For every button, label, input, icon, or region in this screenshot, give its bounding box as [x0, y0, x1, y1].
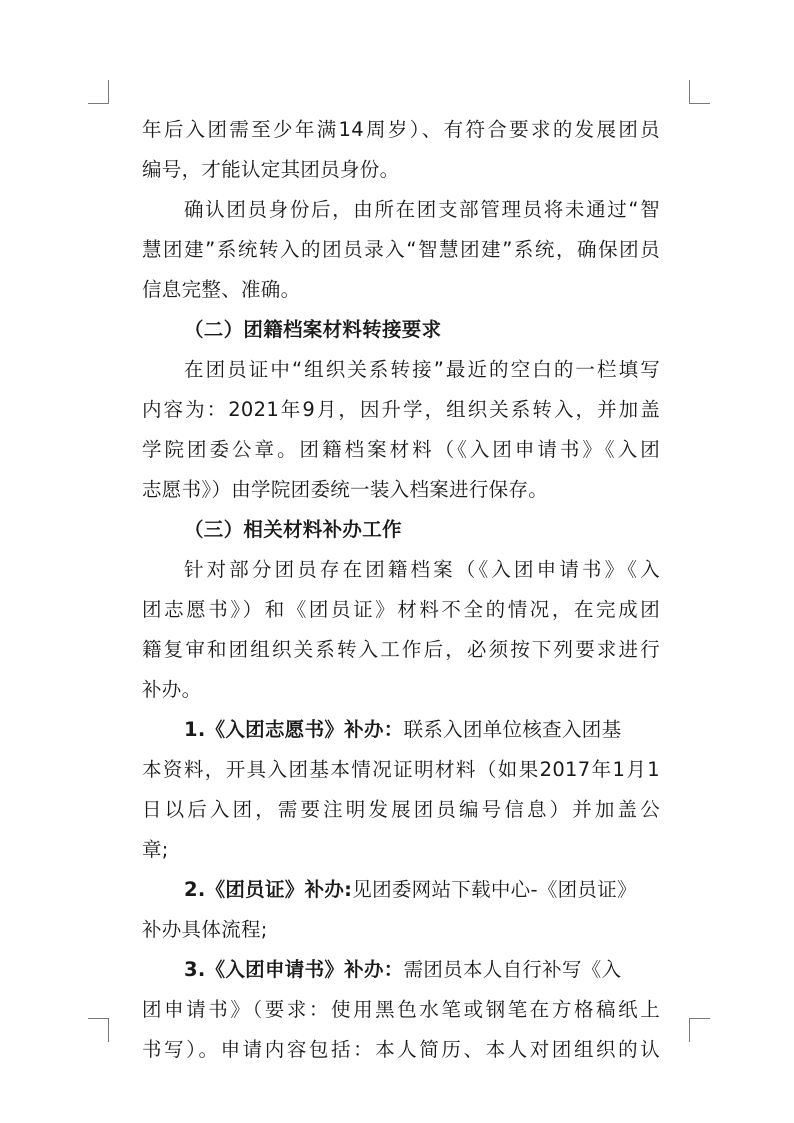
section-heading: （二）团籍档案材料转接要求: [184, 318, 442, 341]
paragraph-line: 在团员证中“组织关系转接”最近的空白的一栏填写: [184, 358, 660, 381]
paragraph-line: 本资料，开具入团基本情况证明材料（如果2017年1月1: [142, 758, 660, 781]
list-item-text: 联系入团单位核查入团基: [403, 718, 622, 741]
paragraph-line: 日以后入团，需要注明发展团员编号信息）并加盖公: [142, 798, 660, 821]
list-item-text: 需团员本人自行补写《入: [403, 958, 622, 981]
list-item-label: 3.《入团申请书》补办：: [184, 958, 404, 981]
paragraph-line: 内容为：2021年9月，因升学，组织关系转入，并加盖: [142, 398, 660, 421]
paragraph-line: 籍复审和团组织关系转入工作后，必须按下列要求进行: [142, 638, 660, 661]
document-body: [142, 110, 660, 1070]
paragraph-line: 书写）。申请内容包括：本人简历、本人对团组织的认: [142, 1038, 660, 1061]
corner-mark-bottom-left: [88, 1018, 109, 1042]
paragraph-line: 年后入团需至少年满14周岁）、有符合要求的发展团员: [142, 118, 660, 141]
paragraph-line: 学院团委公章。团籍档案材料（《入团申请书》《入团: [142, 438, 660, 461]
paragraph-line: 团申请书》（要求：使用黑色水笔或钢笔在方格稿纸上: [142, 998, 660, 1021]
paragraph-line: 确认团员身份后，由所在团支部管理员将未通过“智: [184, 198, 660, 221]
list-item: [142, 870, 660, 910]
paragraph-line: 补办。: [142, 678, 202, 701]
section-heading: （三）相关材料补办工作: [184, 518, 402, 541]
paragraph-line: 信息完整、准确。: [142, 278, 301, 301]
list-item: [142, 710, 660, 750]
paragraph-line: 慧团建”系统转入的团员录入“智慧团建”系统，确保团员: [142, 238, 660, 261]
paragraph-line: 团志愿书》）和《团员证》材料不全的情况，在完成团: [142, 598, 660, 621]
paragraph-line: 补办具体流程;: [142, 918, 268, 941]
corner-mark-bottom-right: [689, 1018, 710, 1042]
paragraph-line: 章;: [142, 838, 169, 861]
list-item-label: 1.《入团志愿书》补办：: [184, 718, 404, 741]
corner-mark-top-right: [689, 80, 710, 104]
paragraph-line: 编号，才能认定其团员身份。: [142, 158, 400, 181]
paragraph-line: 针对部分团员存在团籍档案（《入团申请书》《入: [184, 558, 660, 581]
list-item: [142, 950, 660, 990]
corner-mark-top-left: [88, 80, 109, 104]
list-item-text: 见团委网站下载中心-《团员证》: [352, 878, 637, 901]
paragraph-line: 志愿书》）由学院团委统一装入档案进行保存。: [142, 478, 549, 501]
list-item-label: 2.《团员证》补办:: [184, 878, 353, 901]
